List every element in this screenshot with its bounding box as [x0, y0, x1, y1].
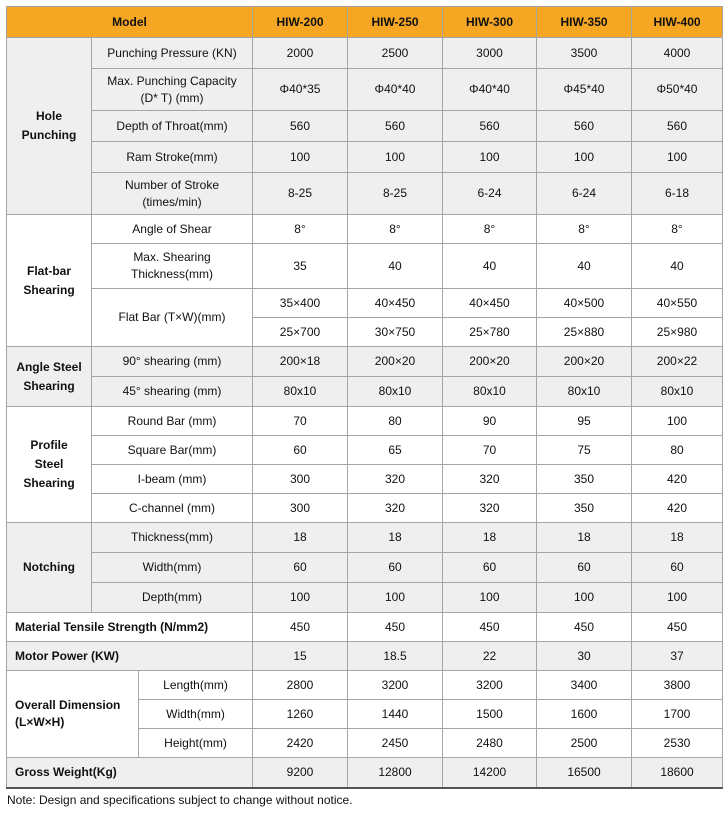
table-row: [7, 523, 723, 553]
table-row: [7, 671, 723, 700]
table-cell: 3000: [443, 38, 537, 69]
table-row: [7, 347, 723, 377]
table-cell: 9200: [253, 758, 348, 788]
table-cell: 80x10: [632, 377, 723, 407]
table-cell: 80: [632, 436, 723, 465]
table-cell: 320: [443, 494, 537, 523]
table-cell: 560: [253, 111, 348, 142]
table-cell: 65: [348, 436, 443, 465]
table-row: [7, 173, 723, 215]
row-label: Round Bar (mm): [92, 407, 253, 436]
table-cell: 8°: [253, 215, 348, 244]
table-cell: 350: [537, 465, 632, 494]
table-row: [7, 465, 723, 494]
table-cell: Φ40*40: [348, 69, 443, 111]
table-cell: 22: [443, 642, 537, 671]
table-cell: 560: [632, 111, 723, 142]
table-cell: 350: [537, 494, 632, 523]
table-cell: 40: [443, 244, 537, 289]
table-cell: 80x10: [537, 377, 632, 407]
group-notching: Notching: [7, 523, 92, 613]
table-cell: 40×450: [443, 289, 537, 318]
table-cell: 18: [348, 523, 443, 553]
table-cell: 1700: [632, 700, 723, 729]
table-cell: 100: [443, 583, 537, 613]
table-cell: 18: [443, 523, 537, 553]
row-label: Width(mm): [92, 553, 253, 583]
table-cell: 4000: [632, 38, 723, 69]
table-cell: 100: [253, 142, 348, 173]
table-cell: 450: [443, 613, 537, 642]
table-cell: 25×700: [253, 318, 348, 347]
table-cell: 1500: [443, 700, 537, 729]
table-cell: 100: [632, 583, 723, 613]
table-cell: 18.5: [348, 642, 443, 671]
group-hole-punching: Hole Punching: [7, 38, 92, 215]
table-cell: 25×780: [443, 318, 537, 347]
row-label: 90° shearing (mm): [92, 347, 253, 377]
table-row: [7, 583, 723, 613]
table-cell: 40×450: [348, 289, 443, 318]
model-header-cell: HIW-400: [632, 7, 723, 38]
table-row: [7, 407, 723, 436]
model-header-cell: HIW-350: [537, 7, 632, 38]
table-row: [7, 377, 723, 407]
table-cell: 2000: [253, 38, 348, 69]
table-cell: 320: [348, 494, 443, 523]
table-cell: 60: [537, 553, 632, 583]
table-cell: 2420: [253, 729, 348, 758]
table-cell: 3400: [537, 671, 632, 700]
table-cell: 100: [348, 583, 443, 613]
table-cell: 2500: [537, 729, 632, 758]
table-cell: 18: [632, 523, 723, 553]
table-cell: 100: [348, 142, 443, 173]
table-cell: 2450: [348, 729, 443, 758]
row-label: Punching Pressure (KN): [92, 38, 253, 69]
table-cell: 200×20: [348, 347, 443, 377]
table-cell: 560: [348, 111, 443, 142]
table-cell: 560: [443, 111, 537, 142]
table-cell: 60: [253, 436, 348, 465]
row-label: Number of Stroke (times/min): [92, 173, 253, 215]
table-cell: 1260: [253, 700, 348, 729]
table-cell: 1600: [537, 700, 632, 729]
row-label: Max. Punching Capacity (D* T) (mm): [92, 69, 253, 111]
table-cell: 450: [253, 613, 348, 642]
table-cell: 18600: [632, 758, 723, 788]
specification-table: [6, 6, 723, 789]
table-cell: 100: [537, 142, 632, 173]
table-cell: 35×400: [253, 289, 348, 318]
table-cell: 60: [443, 553, 537, 583]
table-cell: 100: [632, 407, 723, 436]
table-cell: 75: [537, 436, 632, 465]
table-cell: Φ40*35: [253, 69, 348, 111]
table-cell: 35: [253, 244, 348, 289]
table-cell: Φ40*40: [443, 69, 537, 111]
header-row: [7, 7, 723, 38]
table-cell: 80x10: [253, 377, 348, 407]
row-label: C-channel (mm): [92, 494, 253, 523]
model-header: Model: [7, 7, 253, 38]
row-label: Height(mm): [139, 729, 253, 758]
row-label: 45° shearing (mm): [92, 377, 253, 407]
table-cell: 8°: [348, 215, 443, 244]
row-label: I-beam (mm): [92, 465, 253, 494]
table-row: [7, 38, 723, 69]
table-cell: 95: [537, 407, 632, 436]
table-cell: 8-25: [253, 173, 348, 215]
table-cell: 15: [253, 642, 348, 671]
table-cell: 2800: [253, 671, 348, 700]
table-cell: 25×980: [632, 318, 723, 347]
table-cell: 12800: [348, 758, 443, 788]
table-row: [7, 494, 723, 523]
table-cell: 30×750: [348, 318, 443, 347]
table-row: [7, 642, 723, 671]
table-cell: 40×500: [537, 289, 632, 318]
row-label: Motor Power (KW): [7, 642, 253, 671]
table-cell: 80x10: [348, 377, 443, 407]
table-cell: 8°: [537, 215, 632, 244]
table-cell: 25×880: [537, 318, 632, 347]
table-cell: 16500: [537, 758, 632, 788]
table-cell: 100: [443, 142, 537, 173]
table-cell: 3500: [537, 38, 632, 69]
table-cell: 14200: [443, 758, 537, 788]
table-cell: 450: [632, 613, 723, 642]
table-cell: 70: [253, 407, 348, 436]
row-label: Length(mm): [139, 671, 253, 700]
table-cell: 200×18: [253, 347, 348, 377]
table-cell: 560: [537, 111, 632, 142]
table-cell: 70: [443, 436, 537, 465]
table-cell: 2500: [348, 38, 443, 69]
row-label: Depth(mm): [92, 583, 253, 613]
table-cell: 30: [537, 642, 632, 671]
table-cell: 8°: [443, 215, 537, 244]
table-cell: 320: [348, 465, 443, 494]
table-cell: 450: [348, 613, 443, 642]
table-cell: 200×20: [537, 347, 632, 377]
table-cell: 300: [253, 494, 348, 523]
table-cell: 40×550: [632, 289, 723, 318]
table-cell: 6-18: [632, 173, 723, 215]
row-label: Gross Weight(Kg): [7, 758, 253, 788]
group-overall-dimension: Overall Dimension (L×W×H): [7, 671, 139, 758]
model-header-cell: HIW-250: [348, 7, 443, 38]
row-label: Width(mm): [139, 700, 253, 729]
table-cell: 100: [253, 583, 348, 613]
table-cell: 420: [632, 494, 723, 523]
row-label: Max. Shearing Thickness(mm): [92, 244, 253, 289]
group-flat-bar-shearing: Flat-bar Shearing: [7, 215, 92, 347]
row-label: Ram Stroke(mm): [92, 142, 253, 173]
table-row: [7, 111, 723, 142]
table-cell: 40: [632, 244, 723, 289]
table-cell: Φ50*40: [632, 69, 723, 111]
table-row: [7, 69, 723, 111]
table-cell: 3200: [348, 671, 443, 700]
table-cell: 8°: [632, 215, 723, 244]
group-profile-steel-shearing: Profile Steel Shearing: [7, 407, 92, 523]
table-cell: 1440: [348, 700, 443, 729]
table-cell: 100: [632, 142, 723, 173]
table-cell: 60: [253, 553, 348, 583]
table-cell: 80: [348, 407, 443, 436]
table-cell: 60: [632, 553, 723, 583]
table-cell: 18: [253, 523, 348, 553]
table-cell: 300: [253, 465, 348, 494]
row-label: Depth of Throat(mm): [92, 111, 253, 142]
table-row: [7, 215, 723, 244]
table-row: [7, 613, 723, 642]
table-cell: 200×22: [632, 347, 723, 377]
table-cell: 100: [537, 583, 632, 613]
table-cell: 6-24: [537, 173, 632, 215]
table-row: [7, 142, 723, 173]
table-cell: 320: [443, 465, 537, 494]
table-cell: Φ45*40: [537, 69, 632, 111]
table-cell: 90: [443, 407, 537, 436]
table-cell: 40: [537, 244, 632, 289]
table-cell: 37: [632, 642, 723, 671]
table-cell: 3200: [443, 671, 537, 700]
model-header-cell: HIW-200: [253, 7, 348, 38]
table-cell: 80x10: [443, 377, 537, 407]
row-label: Square Bar(mm): [92, 436, 253, 465]
table-cell: 3800: [632, 671, 723, 700]
table-cell: 2530: [632, 729, 723, 758]
table-row: [7, 244, 723, 289]
row-label: Angle of Shear: [92, 215, 253, 244]
table-cell: 40: [348, 244, 443, 289]
table-cell: 18: [537, 523, 632, 553]
table-cell: 6-24: [443, 173, 537, 215]
table-cell: 200×20: [443, 347, 537, 377]
footnote: Note: Design and specifications subject to change without notice.: [7, 792, 353, 807]
table-cell: 2480: [443, 729, 537, 758]
table-cell: 450: [537, 613, 632, 642]
table-row: [7, 436, 723, 465]
table-row: [7, 289, 723, 318]
group-angle-steel-shearing: Angle Steel Shearing: [7, 347, 92, 407]
table-row: [7, 758, 723, 788]
spec-sheet: [6, 6, 722, 807]
table-row: [7, 553, 723, 583]
table-cell: 8-25: [348, 173, 443, 215]
table-cell: 60: [348, 553, 443, 583]
row-label: Material Tensile Strength (N/mm2): [7, 613, 253, 642]
row-label: Flat Bar (T×W)(mm): [92, 289, 253, 347]
table-cell: 420: [632, 465, 723, 494]
model-header-cell: HIW-300: [443, 7, 537, 38]
row-label: Thickness(mm): [92, 523, 253, 553]
